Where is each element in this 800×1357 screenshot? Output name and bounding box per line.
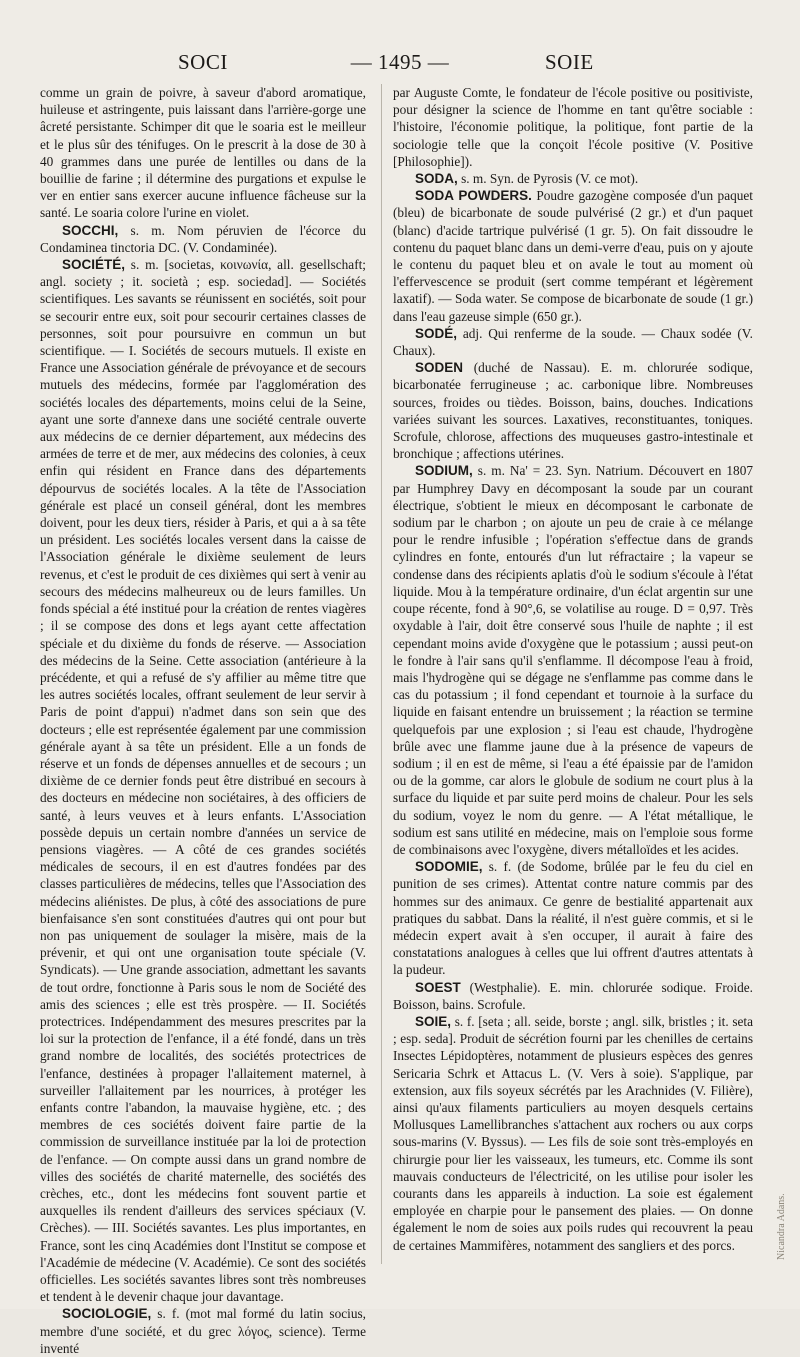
dictionary-entry — [393, 187, 753, 325]
dictionary-entry — [40, 1305, 366, 1357]
entry-body: s. f. [seta ; all. seide, borste ; angl. silk, bristles ; it. seta ; esp. seda]. Produit de sécrétion fourni par les chenilles de certains Insectes Lépidoptères, notamment de plusieurs espèces des genres Sericaria Schrk et Attacus L. (V. Vers à soie). S'applique, par extension, aux fils soyeux sécrétés par les Arachnides (V. Filière), ainsi qu'aux filaments particuliers au moyen desquels certains Mollusques Lamellibranches s'attachent aux rochers ou aux corps sous-marins (V. Byssus). — Les fils de soie sont très-employés en chirurgie pour lier les vaisseaux, les tumeurs, etc. Comme ils sont mauvais conducteurs de l'électricité, on les utilise pour isoler les courants dans les appareils à induction. La soie est également employée en charpie pour le pansement des plaies. — On donne également le nom de soies aux poils rudes qui recouvrent la peau de certaines Mammifères, notamment des sangliers et des porcs. — [393, 1013, 753, 1253]
dictionary-entry — [393, 858, 753, 978]
dictionary-entry — [40, 256, 366, 1305]
dictionary-entry — [393, 170, 753, 187]
dictionary-entry — [393, 979, 753, 1013]
header-left-word: SOCI — [178, 50, 228, 74]
column-divider — [381, 84, 382, 1264]
entry-body: Poudre gazogène composée d'un paquet (bleu) de bicarbonate de soude pulvérisé (2 gr.) et d'un paquet (blanc) d'acide tartrique pulvérisé (1 gr. 5). On fait dissoudre le contenu du paquet blanc dans un demi-verre d'eau, puis on y ajoute le contenu du paquet bleu et on avale le tout au moment où l'effervescence se produit (sert comme tempérant et légèrement laxatif). — Soda water. Se compose de bicarbonate de soude (1 gr.) dans l'eau gazeuse simple (650 gr.). — [393, 188, 754, 324]
right-column — [393, 84, 753, 1264]
entry-headword: SOCIOLOGIE, — [62, 1306, 152, 1322]
entry-body: s. m. [societas, κοινωνία, all. gesellschaft; angl. society ; it. società ; esp. sociedad]. — Sociétés scientifiques. Les savants se réunissent en sociétés, soit pour se secourir entre eux, soit pour secourir certaines classes de personnes, soit pour poursuivre en commun un but scientifique. — I. Sociétés de secours mutuels. Il existe en France une Association générale de prévoyance et de secours mutuels des médecins, formée par l'agglomération des sociétés locales des départements, moins celui de la Seine, ayant une sorte d'annexe dans une société centrale ouverte aux médecins de ce dernier département, aux médecins des armées de terre et de mer, aux médecins des colonies, à ceux enfin qui résident en France dans des départements dépourvus de sociétés locales. A la tête de l'Association générale est placé un conseil général, dont les membres doivent, pour les deux tiers, résider à Paris, et qui a à sa tête un président. Les sociétés locales versent dans la caisse de l'Association générale le dixième seulement de leurs revenus, et c'est le produit de ces dixièmes qui sert à venir au secours des médecins malheureux ou de leurs familles. Un fonds spécial a été institué pour la création de rentes viagères ; il se compose des dons et legs ayant cette affectation spéciale et du dixième du fonds de réserve. — Association des médecins de la Seine. Cette association (antérieure à la précédente, et qui a refusé de s'y affilier au même titre que les autres sociétés locales, offrant seulement de leur servir à Paris de point d'appui) n'admet dans son sein que des docteurs ; elle est représentée également par une commission générale ayant à sa tête un président. Elle a un fonds de réserve et un fonds de dépenses annuelles et de secours ; un dixième de ce dernier fonds peut être distribué en secours à des docteurs en médecine non sociétaires, à des officiers de santé, à leurs veuves et à leurs enfants. L'Association possède depuis un certain nombre d'années un service de pensions viagères. — A côté de ces grandes sociétés médicales de secours, il en est d'autres fondées par des classes particulières de médecins, telles que l'Association des médecins aliénistes. De plus, à côté des associations de pure bienfaisance s'en sont constituées d'autres qui ont pour but non pas uniquement de soulager la misère, mais de la prévenir, et qui ont une organisation toute spéciale (V. Syndicats). — Une grande association, admettant les savants de tout ordre, fonctionne à Paris sous le nom de Société des amis des sciences ; elle est très prospère. — II. Sociétés protectrices. Indépendamment des mesures prescrites par la loi sur la protection de l'enfance, il a été fondé, dans un très grand nombre de localités, des sociétés protectrices de l'enfance, destinées à propager l'allaitement maternel, à surveiller l'allaitement par les nourrices, à protéger les enfants contre l'abandon, la mauvaise hygiène, etc. ; des membres de ces sociétés doivent faire partie de la commission de surveillance instituée par la loi de protection de l'enfance. — On compte aussi dans un grand nombre de villes des sociétés de charité maternelle, des sociétés des crèches, etc., dont les médecins font souvent partie et auxquelles ils rendent d'ailleurs des services spéciaux (V. Crèches). — III. Sociétés savantes. Les plus importantes, en France, sont les cinq Académies dont l'Institut se compose et l'Académie de médecine (V. Académie). Ce sont des sociétés officielles. Les sociétés savantes libres sont très nombreuses et tendent à le devenir chaque jour davantage. — [40, 257, 367, 1305]
entry-headword: SOCCHI, — [62, 222, 119, 238]
entry-body: s. f. (de Sodome, brûlée par le feu du ciel en punition de ses crimes). Attentat contre nature commis par des hommes sur des animaux. Ce genre de bestialité appartenait aux pratiques du sabbat. Dans la réalité, il n'est guère commis, et si le médecin expert avait à s'en occuper, il aurait à faire des constatations analogues à celles que lui offrent d'autres attentats à la pudeur. — [393, 859, 753, 978]
continued-text — [393, 84, 753, 170]
entry-body: s. m. Syn. de Pyrosis (V. ce mot). — [461, 171, 639, 187]
page-number: — 1495 — — [350, 50, 450, 74]
entry-body: s. m. Nom péruvien de l'écorce du Condaminea tinctoria DC. (V. Condaminée). — [40, 222, 366, 255]
header-right-word: SOIE — [545, 50, 594, 74]
entry-body: (Westphalie). E. min. chlorurée sodique. Froide. Boisson, bains. Scrofule. — [393, 979, 753, 1012]
entry-body: s. m. Na' = 23. Syn. Natrium. Découvert en 1807 par Humphrey Davy en décomposant la soude par un courant électrique, s'obtient le mieux en décomposant le carbonate de sodium par le charbon ; on ajoute un peu de craie à ce mélange pour le rendre infusible ; l'opération s'effectue dans de grands cylindres en fonte, entourés d'un lut réfractaire ; la vapeur se condense dans des récipients aplatis d'où le sodium s'écoule à l'état liquide. Mou à la température ordinaire, d'un éclat argentin sur une coupe récente, fond à 90°,6, se volatilise au rouge. D = 0,97. Très oxydable à l'air, doit être conservé sous l'huile de naphte ; il est cependant moins avide d'oxygène que le potassium ; aussi peut-on le fondre à l'air sans qu'il s'enflamme. Il décompose l'eau à froid, mais l'hydrogène qui se dégage ne s'enflamme pas comme dans le cas du potassium ; il fond cependant et tournoie à la surface du liquide en faisant entendre un bruissement ; la réaction se termine quelquefois par une explosion ; si l'eau est chaude, l'hydrogène brûle avec une flamme jaune due à la présence de vapeurs de sodium ; il en est de même, si l'eau a été épaissie par de l'amidon ou de la gomme, car alors le globule de sodium ne court plus à la surface du liquide et par suite perd moins de chaleur. Pour les sels du sodium, voyez le nom du genre. — A l'état métallique, le sodium est sans utilité en médecine, mais on l'emploie sous forme de combinaisons avec l'oxygène, divers métalloïdes et les acides. — [393, 463, 754, 857]
entry-headword: SODA POWDERS. — [415, 188, 532, 204]
entry-body: s. f. (mot mal formé du latin socius, membre d'une société, et du grec λόγος, science). Terme inventé — [40, 1306, 366, 1356]
dictionary-entry — [393, 1013, 753, 1254]
entry-headword: SOIE, — [415, 1013, 452, 1029]
entry-headword: SOCIÉTÉ, — [62, 257, 126, 273]
entry-headword: SODEN — [415, 360, 464, 376]
dictionary-entry — [393, 359, 753, 462]
continued-text — [40, 84, 366, 222]
entry-body: adj. Qui renferme de la soude. — Chaux sodée (V. Chaux). — [393, 325, 753, 359]
dictionary-entry — [40, 222, 366, 256]
entry-headword: SODA, — [415, 171, 458, 187]
entry-body: comme un grain de poivre, à saveur d'abord aromatique, huileuse et astringente, puis laissant dans l'arrière-gorge une âcreté persistante. Schimper dit que le soaria est le meilleur et le plus sûr des ténifuges. On le prescrit à la dose de 30 à 40 grammes dans une purée de lentilles ou dans de la bouillie de farine ; il détermine des purgations et expulse le ver en entier sans exercer aucune influence fâcheuse sur la santé. Le soaria colore l'urine en violet. — [40, 85, 366, 221]
entry-body: (duché de Nassau). E. m. chlorurée sodique, bicarbonatée ferrugineuse ; ac. carbonique libre. Nombreuses sources, froides ou tièdes. Boisson, bains, douches. Indications variées suivant les sources. Laxatives, reconstituantes, toniques. Scrofule, chlorose, affections des muqueuses gastro-intestinale et bronchique ; affections utérines. — [393, 360, 753, 462]
entry-headword: SODOMIE, — [415, 859, 483, 875]
left-column — [40, 84, 367, 1356]
entry-headword: SOEST — [415, 979, 461, 995]
running-header — [0, 50, 800, 80]
margin-note: Nicandra Adans. — [776, 1193, 787, 1260]
dictionary-entry — [393, 462, 753, 858]
entry-headword: SODIUM, — [415, 463, 473, 479]
dictionary-entry — [393, 325, 753, 359]
entry-body: par Auguste Comte, le fondateur de l'école positive ou positiviste, pour désigner la science de l'homme en tant qu'être sociable : l'histoire, l'économie politique, la politique, font partie de la sociologie telle que la conçoit l'école positive (V. Positive [Philosophie]). — [393, 85, 753, 169]
entry-headword: SODÉ, — [415, 325, 458, 341]
